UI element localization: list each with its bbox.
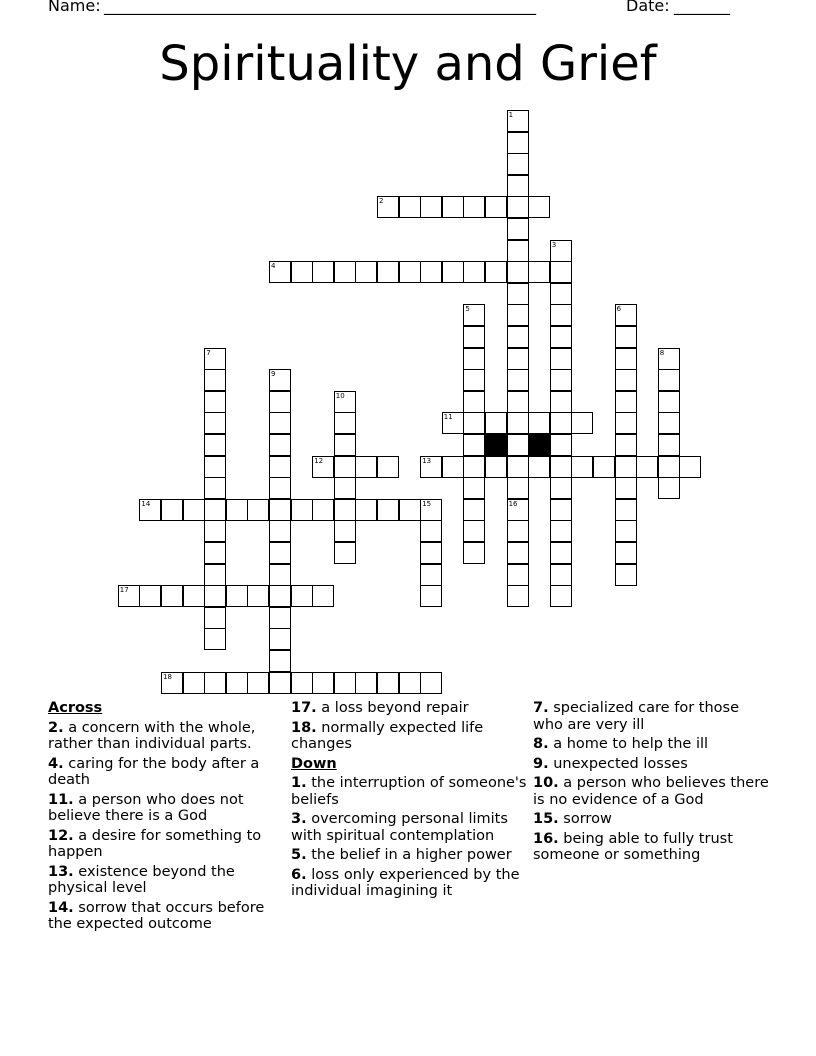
grid-cell[interactable] — [247, 499, 269, 521]
grid-cell[interactable] — [507, 412, 529, 434]
clue-number-label: 11. — [48, 791, 74, 808]
grid-cell[interactable] — [507, 542, 529, 564]
grid-cell[interactable] — [615, 564, 637, 586]
grid-cell[interactable] — [658, 391, 680, 413]
clue-number: 15 — [422, 499, 432, 508]
grid-cell[interactable] — [463, 412, 485, 434]
grid-cell[interactable] — [615, 499, 637, 521]
grid-cell[interactable] — [528, 196, 550, 218]
grid-cell[interactable] — [204, 477, 226, 499]
grid-cell[interactable] — [550, 477, 572, 499]
clue-text: sorrow — [558, 811, 612, 827]
grid-cell[interactable] — [377, 672, 399, 694]
clue-text: being able to fully trust someone or something — [533, 830, 733, 863]
clue-item — [48, 792, 284, 825]
grid-cell[interactable] — [334, 520, 356, 542]
clue-number-label: 13. — [48, 863, 74, 880]
grid-cell[interactable] — [204, 628, 226, 650]
grid-cell[interactable] — [485, 412, 507, 434]
clues-column-2 — [291, 700, 527, 903]
grid-cell[interactable] — [377, 499, 399, 521]
grid-cell[interactable] — [550, 369, 572, 391]
clue-item — [48, 828, 284, 861]
grid-cell[interactable] — [204, 672, 226, 694]
clue-number-label: 18. — [291, 719, 317, 736]
grid-cell[interactable] — [463, 369, 485, 391]
grid-cell[interactable] — [658, 477, 680, 499]
grid-cell[interactable] — [420, 261, 442, 283]
clue-number-label: 12. — [48, 827, 74, 844]
clue-text: specialized care for those who are very ill — [533, 700, 739, 733]
grid-cell[interactable] — [334, 499, 356, 521]
grid-cell[interactable] — [507, 326, 529, 348]
grid-cell[interactable] — [507, 132, 529, 154]
clues-column-1 — [48, 700, 284, 936]
clue-number-label: 7. — [533, 700, 549, 716]
grid-cell[interactable] — [399, 672, 421, 694]
grid-cell[interactable] — [269, 650, 291, 672]
grid-cell[interactable] — [463, 304, 485, 326]
grid-cell[interactable] — [550, 542, 572, 564]
clue-item — [291, 867, 527, 900]
grid-cell[interactable] — [269, 434, 291, 456]
clue-item — [48, 900, 284, 933]
clue-number: 1 — [508, 111, 514, 119]
clue-text: a person who believes there is no evidence of a God — [533, 775, 769, 808]
clue-item — [291, 720, 527, 753]
grid-cell[interactable] — [118, 585, 140, 607]
grid-cell[interactable] — [615, 456, 637, 478]
grid-cell[interactable] — [485, 196, 507, 218]
grid-cell[interactable] — [420, 520, 442, 542]
grid-cell[interactable] — [420, 542, 442, 564]
across-heading: Across — [48, 700, 103, 716]
grid-cell[interactable] — [312, 585, 334, 607]
clue-number: 2 — [379, 197, 384, 206]
grid-cell[interactable] — [507, 520, 529, 542]
grid-cell[interactable] — [615, 304, 637, 326]
grid-cell[interactable] — [226, 499, 248, 521]
clue-number-label: 6. — [291, 866, 307, 883]
clue-number: 4 — [271, 262, 276, 271]
grid-cell[interactable] — [334, 434, 356, 456]
grid-cell[interactable] — [204, 348, 226, 370]
grid-cell[interactable] — [312, 499, 334, 521]
grid-cell[interactable] — [550, 261, 572, 283]
date-label: Date: — [626, 0, 670, 15]
grid-cell[interactable] — [291, 261, 313, 283]
clue-number: 9 — [271, 370, 276, 379]
clue-number-label: 14. — [48, 899, 74, 916]
grid-cell[interactable] — [615, 369, 637, 391]
grid-cell[interactable] — [377, 261, 399, 283]
grid-cell[interactable] — [204, 585, 226, 607]
grid-cell[interactable] — [442, 456, 464, 478]
grid-cell[interactable] — [463, 499, 485, 521]
clue-item — [291, 775, 527, 808]
clue-number: 12 — [314, 456, 324, 465]
grid-cell[interactable] — [139, 499, 161, 521]
grid-cell[interactable] — [183, 672, 205, 694]
grid-cell[interactable] — [615, 412, 637, 434]
grid-cell[interactable] — [463, 456, 485, 478]
grid-cell[interactable] — [658, 434, 680, 456]
clue-text: overcoming personal limits with spiritual contemplation — [291, 811, 508, 844]
grid-cell[interactable] — [507, 348, 529, 370]
grid-cell[interactable] — [204, 456, 226, 478]
grid-cell[interactable] — [312, 456, 334, 478]
clue-item — [533, 775, 769, 808]
grid-cell[interactable] — [420, 564, 442, 586]
grid-cell[interactable] — [291, 499, 313, 521]
grid-cell[interactable] — [593, 456, 615, 478]
clue-text: caring for the body after a death — [48, 755, 260, 788]
grid-cell[interactable] — [679, 456, 701, 478]
grid-cell[interactable] — [615, 542, 637, 564]
clue-number: 13 — [422, 456, 432, 465]
grid-cell[interactable] — [636, 456, 658, 478]
grid-cell[interactable] — [161, 585, 183, 607]
grid-cell[interactable] — [291, 585, 313, 607]
grid-cell[interactable] — [204, 520, 226, 542]
grid-cell[interactable] — [420, 499, 442, 521]
grid-cell[interactable] — [377, 196, 399, 218]
grid-cell[interactable] — [507, 391, 529, 413]
clue-number: 10 — [335, 391, 345, 400]
grid-cell[interactable] — [550, 520, 572, 542]
clue-number-label: 15. — [533, 811, 559, 827]
grid-cell[interactable] — [269, 477, 291, 499]
grid-cell[interactable] — [550, 499, 572, 521]
grid-cell[interactable] — [269, 261, 291, 283]
name-field[interactable]: ______________________________________________________ — [104, 0, 536, 15]
grid-cell[interactable] — [463, 477, 485, 499]
grid-cell[interactable] — [550, 348, 572, 370]
grid-cell[interactable] — [334, 542, 356, 564]
clue-number-label: 16. — [533, 830, 559, 847]
clue-text: a concern with the whole, rather than individual parts. — [48, 719, 256, 752]
clue-text: normally expected life changes — [291, 719, 484, 752]
name-label: Name: — [48, 0, 101, 15]
clue-item — [48, 720, 284, 753]
grid-cell[interactable] — [463, 196, 485, 218]
grid-cell[interactable] — [269, 456, 291, 478]
grid-cell[interactable] — [399, 499, 421, 521]
grid-cell[interactable] — [355, 261, 377, 283]
grid-cell[interactable] — [485, 261, 507, 283]
grid-cell[interactable] — [615, 391, 637, 413]
grid-cell[interactable] — [247, 585, 269, 607]
grid-cell[interactable] — [550, 585, 572, 607]
grid-cell[interactable] — [463, 542, 485, 564]
clue-number: 7 — [206, 348, 211, 357]
clue-number-label: 2. — [48, 719, 64, 736]
grid-cell[interactable] — [420, 585, 442, 607]
clue-item — [48, 756, 284, 789]
grid-cell[interactable] — [550, 240, 572, 262]
grid-cell[interactable] — [507, 585, 529, 607]
grid-cell[interactable] — [204, 607, 226, 629]
date-field[interactable]: _______ — [674, 0, 730, 15]
clue-item — [291, 847, 527, 864]
clue-text: a person who does not believe there is a God — [48, 791, 244, 824]
grid-cell[interactable] — [291, 672, 313, 694]
grid-cell[interactable] — [442, 412, 464, 434]
grid-cell[interactable] — [658, 412, 680, 434]
clues-column-3 — [533, 700, 769, 867]
grid-cell[interactable] — [269, 391, 291, 413]
grid-cell[interactable] — [507, 369, 529, 391]
grid-cell[interactable] — [463, 261, 485, 283]
clue-number-label: 10. — [533, 775, 559, 791]
grid-cell[interactable] — [355, 672, 377, 694]
grid-cell[interactable] — [204, 434, 226, 456]
grid-cell[interactable] — [507, 304, 529, 326]
grid-cell[interactable] — [507, 477, 529, 499]
grid-cell[interactable] — [269, 520, 291, 542]
clue-text: a desire for something to happen — [48, 827, 262, 860]
grid-cell[interactable] — [269, 499, 291, 521]
clue-number: 3 — [551, 240, 557, 249]
grid-cell[interactable] — [226, 585, 248, 607]
grid-cell[interactable] — [269, 564, 291, 586]
clue-number: 6 — [616, 305, 622, 314]
grid-cell[interactable] — [615, 520, 637, 542]
clue-number-label: 4. — [48, 755, 64, 772]
grid-cell[interactable] — [550, 283, 572, 305]
grid-cell[interactable] — [507, 456, 529, 478]
grid-cell[interactable] — [204, 499, 226, 521]
grid-cell[interactable] — [334, 391, 356, 413]
clue-item — [533, 831, 769, 864]
clue-number: 5 — [465, 305, 470, 314]
grid-cell[interactable] — [615, 326, 637, 348]
grid-cell[interactable] — [463, 391, 485, 413]
grid-cell[interactable] — [334, 672, 356, 694]
grid-cell[interactable] — [377, 456, 399, 478]
grid-cell[interactable] — [269, 672, 291, 694]
grid-cell[interactable] — [204, 412, 226, 434]
grid-cell[interactable] — [226, 672, 248, 694]
grid-cell[interactable] — [528, 261, 550, 283]
grid-cell[interactable] — [507, 218, 529, 240]
grid-cell[interactable] — [507, 283, 529, 305]
clue-item — [533, 736, 769, 753]
grid-cell[interactable] — [507, 153, 529, 175]
grid-cell[interactable] — [571, 412, 593, 434]
grid-cell[interactable] — [247, 672, 269, 694]
grid-cell[interactable] — [442, 196, 464, 218]
grid-cell[interactable] — [183, 499, 205, 521]
grid-cell[interactable] — [334, 412, 356, 434]
grid-cell[interactable] — [355, 499, 377, 521]
clue-text: loss only experienced by the individual imagining it — [291, 866, 520, 899]
grid-cell[interactable] — [550, 564, 572, 586]
grid-cell[interactable] — [528, 412, 550, 434]
page-title: Spirituality and Grief — [159, 36, 657, 92]
grid-cell[interactable] — [312, 672, 334, 694]
clue-number: 11 — [443, 413, 453, 422]
clue-text: a loss beyond repair — [316, 700, 469, 716]
clue-number-label: 3. — [291, 811, 307, 827]
grid-cell[interactable] — [334, 456, 356, 478]
grid-cell[interactable] — [550, 434, 572, 456]
grid-cell[interactable] — [269, 585, 291, 607]
grid-cell[interactable] — [420, 196, 442, 218]
clue-item — [291, 700, 527, 717]
grid-cell[interactable] — [399, 261, 421, 283]
grid-cell[interactable] — [550, 456, 572, 478]
grid-cell[interactable] — [507, 196, 529, 218]
grid-cell[interactable] — [334, 261, 356, 283]
grid-cell[interactable] — [507, 434, 529, 456]
grid-cell[interactable] — [355, 456, 377, 478]
grid-cell[interactable] — [507, 175, 529, 197]
grid-cell[interactable] — [485, 456, 507, 478]
clue-number-label: 9. — [533, 755, 549, 772]
clue-item — [533, 756, 769, 773]
grid-cell[interactable] — [183, 585, 205, 607]
clue-number: 18 — [163, 672, 172, 681]
grid-cell[interactable] — [463, 434, 485, 456]
grid-cell[interactable] — [463, 348, 485, 370]
grid-cell[interactable] — [658, 456, 680, 478]
grid-cell[interactable] — [463, 520, 485, 542]
clue-number-label: 17. — [291, 700, 317, 716]
grid-cell[interactable] — [550, 304, 572, 326]
grid-cell[interactable] — [204, 542, 226, 564]
grid-cell[interactable] — [161, 499, 183, 521]
grid-cell[interactable] — [507, 261, 529, 283]
grid-cell[interactable] — [334, 477, 356, 499]
grid-cell[interactable] — [507, 240, 529, 262]
black-cell — [528, 434, 550, 456]
clue-number: 14 — [141, 499, 151, 508]
clue-text: the belief in a higher power — [306, 847, 512, 863]
grid-cell[interactable] — [550, 326, 572, 348]
clue-number: 17 — [119, 586, 129, 595]
clue-item — [291, 811, 527, 844]
grid-cell[interactable] — [161, 672, 183, 694]
grid-cell[interactable] — [528, 456, 550, 478]
grid-cell[interactable] — [658, 348, 680, 370]
grid-cell[interactable] — [269, 412, 291, 434]
grid-cell[interactable] — [442, 261, 464, 283]
clue-text: a home to help the ill — [548, 736, 709, 752]
clue-number-label: 8. — [533, 736, 549, 752]
grid-cell[interactable] — [269, 607, 291, 629]
down-heading: Down — [291, 755, 337, 772]
clue-number: 8 — [659, 348, 665, 357]
grid-cell[interactable] — [507, 110, 529, 132]
grid-cell[interactable] — [615, 348, 637, 370]
clue-text: existence beyond the physical level — [48, 863, 235, 896]
grid-cell[interactable] — [269, 628, 291, 650]
grid-cell[interactable] — [571, 456, 593, 478]
clue-number-label: 5. — [291, 847, 307, 863]
grid-cell[interactable] — [420, 456, 442, 478]
grid-cell[interactable] — [507, 499, 529, 521]
grid-cell[interactable] — [399, 196, 421, 218]
grid-cell[interactable] — [139, 585, 161, 607]
grid-cell[interactable] — [312, 261, 334, 283]
grid-cell[interactable] — [463, 326, 485, 348]
grid-cell[interactable] — [658, 369, 680, 391]
clue-text: unexpected losses — [548, 755, 688, 772]
clue-item — [48, 864, 284, 897]
grid-cell[interactable] — [550, 391, 572, 413]
grid-cell[interactable] — [507, 564, 529, 586]
clue-text: the interruption of someone's beliefs — [291, 775, 527, 808]
clue-text: sorrow that occurs before the expected outcome — [48, 899, 265, 932]
grid-cell[interactable] — [269, 542, 291, 564]
grid-cell[interactable] — [204, 391, 226, 413]
grid-cell[interactable] — [204, 564, 226, 586]
clue-number: 16 — [508, 499, 518, 508]
clue-number-label: 1. — [291, 775, 307, 791]
grid-cell[interactable] — [615, 434, 637, 456]
grid-cell[interactable] — [615, 477, 637, 499]
clue-item — [533, 700, 769, 733]
black-cell — [485, 434, 507, 456]
grid-cell[interactable] — [269, 369, 291, 391]
clue-item — [533, 811, 769, 828]
grid-cell[interactable] — [420, 672, 442, 694]
grid-cell[interactable] — [204, 369, 226, 391]
grid-cell[interactable] — [550, 412, 572, 434]
